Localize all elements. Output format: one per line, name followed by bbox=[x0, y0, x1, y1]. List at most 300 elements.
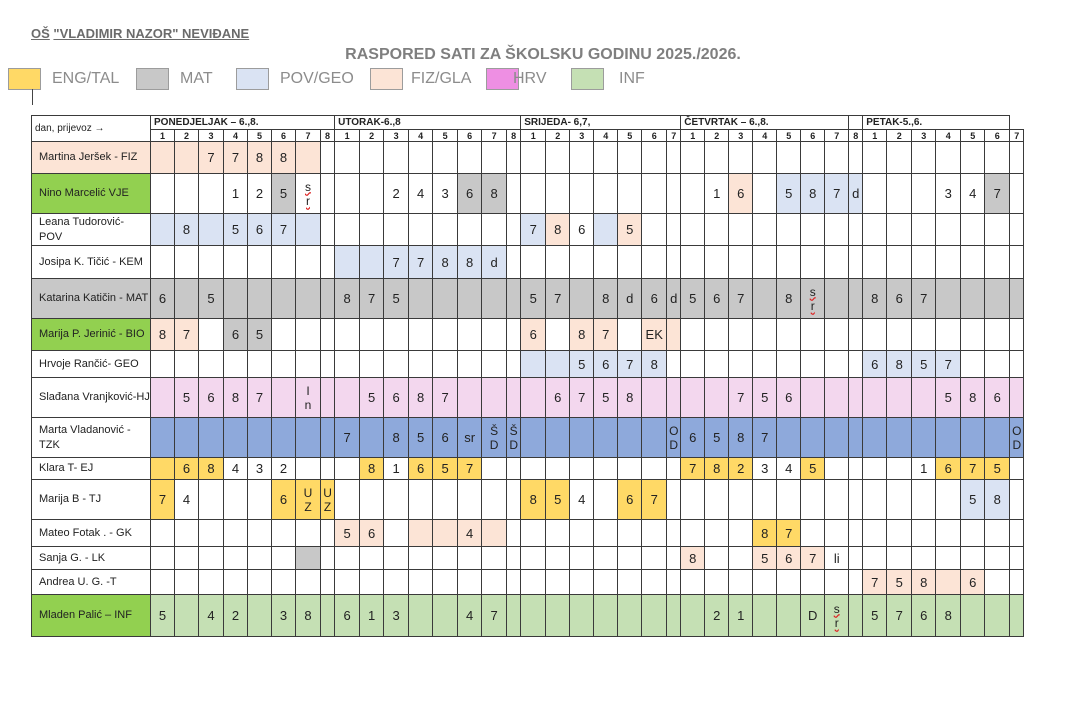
schedule-cell bbox=[199, 458, 224, 480]
schedule-cell bbox=[384, 174, 409, 214]
cell-text: 6 bbox=[392, 390, 400, 405]
cell-text: 1 bbox=[920, 461, 928, 476]
cell-text: 6 bbox=[158, 291, 167, 306]
schedule-cell bbox=[594, 595, 618, 637]
schedule-cell bbox=[887, 418, 912, 458]
schedule-cell bbox=[912, 319, 936, 351]
schedule-cell bbox=[849, 319, 863, 351]
period-number: 3 bbox=[729, 130, 753, 142]
schedule-cell bbox=[570, 595, 594, 637]
schedule-cell bbox=[409, 418, 433, 458]
cell-text: 1 bbox=[392, 461, 400, 476]
teacher-name: Marija P. Jerinić - BIO bbox=[32, 319, 151, 351]
schedule-cell bbox=[753, 520, 777, 547]
schedule-cell bbox=[482, 458, 507, 480]
schedule-cell bbox=[753, 378, 777, 418]
schedule-cell bbox=[753, 279, 777, 319]
schedule-cell bbox=[151, 520, 175, 547]
schedule-cell bbox=[248, 595, 272, 637]
cell-text: 5 bbox=[969, 492, 977, 507]
schedule-cell bbox=[546, 351, 570, 378]
schedule-cell bbox=[321, 351, 335, 378]
schedule-cell bbox=[433, 319, 458, 351]
schedule-cell bbox=[151, 214, 175, 246]
schedule-cell bbox=[482, 279, 507, 319]
schedule-cell bbox=[705, 142, 729, 174]
schedule-cell bbox=[681, 520, 705, 547]
cell-text: 6 bbox=[578, 222, 586, 237]
schedule-cell bbox=[618, 570, 642, 595]
schedule-cell bbox=[224, 547, 248, 570]
schedule-cell bbox=[384, 319, 409, 351]
schedule-cell bbox=[801, 319, 825, 351]
schedule-cell bbox=[224, 418, 248, 458]
schedule-cell bbox=[335, 458, 360, 480]
cell-text: U Z bbox=[323, 485, 332, 514]
schedule-cell bbox=[887, 378, 912, 418]
schedule-cell bbox=[151, 351, 175, 378]
schedule-cell bbox=[777, 319, 801, 351]
teacher-name: Mateo Fotak . - GK bbox=[32, 520, 151, 547]
schedule-cell bbox=[321, 279, 335, 319]
schedule-cell bbox=[482, 378, 507, 418]
schedule-cell bbox=[849, 547, 863, 570]
schedule-cell bbox=[199, 214, 224, 246]
schedule-cell bbox=[801, 279, 825, 319]
period-number: 7 bbox=[482, 130, 507, 142]
schedule-cell bbox=[546, 547, 570, 570]
cell-text: 8 bbox=[602, 291, 610, 306]
schedule-cell bbox=[482, 174, 507, 214]
schedule-cell bbox=[296, 214, 321, 246]
schedule-cell bbox=[863, 595, 887, 637]
cell-text: 8 bbox=[650, 356, 658, 372]
schedule-cell bbox=[985, 246, 1010, 279]
legend-label: FIZ/GLA bbox=[411, 70, 472, 87]
schedule-cell bbox=[570, 214, 594, 246]
teacher-name: Josipa K. Tičić - KEM bbox=[32, 246, 151, 279]
teacher-name: Sanja G. - LK bbox=[32, 547, 151, 570]
period-number: 8 bbox=[507, 130, 521, 142]
schedule-cell bbox=[360, 458, 384, 480]
schedule-cell bbox=[224, 480, 248, 520]
cell-text: 6 bbox=[367, 525, 376, 541]
schedule-cell bbox=[546, 142, 570, 174]
cell-text: 7 bbox=[626, 356, 634, 372]
schedule-cell bbox=[458, 351, 482, 378]
schedule-cell bbox=[296, 458, 321, 480]
schedule-cell bbox=[151, 279, 175, 319]
legend-swatch bbox=[571, 68, 604, 90]
period-number: 3 bbox=[384, 130, 409, 142]
schedule-cell bbox=[296, 547, 321, 570]
schedule-cell bbox=[642, 174, 667, 214]
schedule-cell bbox=[801, 418, 825, 458]
schedule-cell bbox=[912, 246, 936, 279]
schedule-cell bbox=[887, 214, 912, 246]
schedule-cell bbox=[335, 351, 360, 378]
cell-text: 6 bbox=[920, 608, 928, 623]
schedule-cell bbox=[667, 570, 681, 595]
schedule-cell bbox=[705, 246, 729, 279]
schedule-cell bbox=[594, 214, 618, 246]
schedule-cell bbox=[618, 351, 642, 378]
teacher-row bbox=[32, 520, 1024, 547]
schedule-cell bbox=[175, 142, 199, 174]
schedule-cell bbox=[335, 319, 360, 351]
schedule-cell bbox=[887, 351, 912, 378]
schedule-cell bbox=[482, 595, 507, 637]
schedule-cell bbox=[507, 214, 521, 246]
schedule-cell bbox=[667, 246, 681, 279]
cell-text: 3 bbox=[392, 608, 400, 623]
schedule-cell bbox=[321, 480, 335, 520]
cell-text: 8 bbox=[490, 186, 498, 201]
schedule-cell bbox=[151, 319, 175, 351]
schedule-cell bbox=[507, 458, 521, 480]
schedule-cell bbox=[936, 547, 961, 570]
schedule-cell bbox=[360, 214, 384, 246]
schedule-cell bbox=[777, 480, 801, 520]
schedule-cell bbox=[409, 458, 433, 480]
schedule-cell bbox=[296, 351, 321, 378]
cell-text: 1 bbox=[737, 608, 745, 623]
schedule-cell bbox=[546, 480, 570, 520]
cell-text: 7 bbox=[465, 461, 474, 476]
schedule-cell bbox=[1010, 458, 1024, 480]
period-number: 7 bbox=[296, 130, 321, 142]
schedule-cell bbox=[175, 480, 199, 520]
cell-text: 5 bbox=[554, 492, 562, 507]
legend-swatch bbox=[236, 68, 269, 90]
period-number: 6 bbox=[458, 130, 482, 142]
schedule-cell bbox=[433, 570, 458, 595]
schedule-cell bbox=[384, 458, 409, 480]
schedule-cell bbox=[546, 279, 570, 319]
schedule-cell bbox=[985, 378, 1010, 418]
cell-text: 8 bbox=[920, 574, 928, 590]
cell-text: 6 bbox=[689, 430, 697, 445]
schedule-cell bbox=[248, 246, 272, 279]
schedule-cell bbox=[175, 319, 199, 351]
teacher-row bbox=[32, 279, 1024, 319]
schedule-cell bbox=[801, 570, 825, 595]
schedule-cell bbox=[482, 570, 507, 595]
schedule-cell bbox=[849, 378, 863, 418]
schedule-cell bbox=[1010, 520, 1024, 547]
cell-text: 8 bbox=[231, 390, 240, 405]
schedule-cell bbox=[151, 480, 175, 520]
schedule-cell bbox=[248, 547, 272, 570]
schedule-cell bbox=[801, 214, 825, 246]
schedule-cell bbox=[546, 458, 570, 480]
schedule-cell bbox=[570, 378, 594, 418]
schedule-cell bbox=[729, 570, 753, 595]
schedule-cell bbox=[458, 520, 482, 547]
period-number: 1 bbox=[151, 130, 175, 142]
schedule-cell bbox=[863, 142, 887, 174]
schedule-cell bbox=[912, 520, 936, 547]
cell-text: 6 bbox=[650, 291, 658, 306]
schedule-cell bbox=[507, 418, 521, 458]
schedule-cell bbox=[863, 547, 887, 570]
schedule-cell bbox=[521, 174, 546, 214]
schedule-cell bbox=[825, 547, 849, 570]
teacher-row bbox=[32, 595, 1024, 637]
cell-text: 7 bbox=[871, 574, 879, 590]
cell-text: 6 bbox=[969, 574, 977, 590]
cell-text: li bbox=[833, 550, 840, 566]
schedule-cell bbox=[681, 547, 705, 570]
schedule-cell bbox=[199, 319, 224, 351]
period-number: 4 bbox=[753, 130, 777, 142]
cell-text: 5 bbox=[809, 461, 817, 476]
text-cursor bbox=[32, 89, 33, 105]
schedule-cell bbox=[482, 418, 507, 458]
schedule-cell bbox=[321, 378, 335, 418]
schedule-cell bbox=[321, 458, 335, 480]
cell-text: 4 bbox=[465, 525, 474, 541]
schedule-cell bbox=[887, 480, 912, 520]
schedule-cell bbox=[705, 351, 729, 378]
cell-text: 6 bbox=[554, 390, 562, 405]
schedule-cell bbox=[272, 480, 296, 520]
schedule-cell bbox=[705, 174, 729, 214]
schedule-cell bbox=[296, 520, 321, 547]
schedule-cell bbox=[321, 570, 335, 595]
schedule-cell bbox=[482, 480, 507, 520]
cell-text: 4 bbox=[465, 608, 474, 623]
schedule-cell bbox=[458, 458, 482, 480]
cell-text: 7 bbox=[602, 327, 610, 342]
schedule-cell bbox=[570, 174, 594, 214]
schedule-cell bbox=[594, 246, 618, 279]
cell-text: 5 bbox=[367, 390, 376, 405]
schedule-cell bbox=[335, 142, 360, 174]
schedule-cell bbox=[594, 378, 618, 418]
cell-text: 7 bbox=[182, 327, 191, 342]
schedule-cell bbox=[175, 595, 199, 637]
cell-text: 5 bbox=[578, 356, 586, 372]
schedule-cell bbox=[825, 458, 849, 480]
schedule-cell bbox=[175, 458, 199, 480]
schedule-cell bbox=[335, 214, 360, 246]
schedule-cell bbox=[801, 520, 825, 547]
schedule-cell bbox=[936, 570, 961, 595]
schedule-cell bbox=[825, 246, 849, 279]
schedule-cell bbox=[849, 520, 863, 547]
teacher-row bbox=[32, 319, 1024, 351]
school-prefix: OŠ bbox=[31, 26, 50, 41]
schedule-cell bbox=[642, 319, 667, 351]
schedule-cell bbox=[618, 142, 642, 174]
schedule-cell bbox=[458, 279, 482, 319]
schedule-cell bbox=[667, 174, 681, 214]
schedule-cell bbox=[546, 570, 570, 595]
schedule-cell bbox=[642, 214, 667, 246]
schedule-cell bbox=[729, 520, 753, 547]
schedule-cell bbox=[360, 174, 384, 214]
schedule-cell bbox=[199, 570, 224, 595]
schedule-cell bbox=[546, 418, 570, 458]
schedule-cell bbox=[1010, 570, 1024, 595]
day-header-row bbox=[32, 116, 1024, 130]
cell-text: 4 bbox=[578, 492, 586, 507]
cell-text: U Z bbox=[303, 485, 313, 514]
teacher-row bbox=[32, 547, 1024, 570]
legend-swatch bbox=[370, 68, 403, 90]
schedule-cell bbox=[849, 480, 863, 520]
schedule-cell bbox=[801, 174, 825, 214]
day-header: PONEDJELJAK – 6.,8. bbox=[151, 116, 335, 130]
schedule-cell bbox=[521, 378, 546, 418]
schedule-cell bbox=[801, 480, 825, 520]
teacher-name: Katarina Katičin - MAT bbox=[32, 279, 151, 319]
schedule-cell bbox=[360, 520, 384, 547]
period-number: 6 bbox=[642, 130, 667, 142]
day-header: UTORAK-6.,8 bbox=[335, 116, 521, 130]
period-number: 1 bbox=[335, 130, 360, 142]
schedule-cell bbox=[825, 520, 849, 547]
schedule-cell bbox=[777, 595, 801, 637]
cell-text: 8 bbox=[689, 550, 697, 566]
period-number: 2 bbox=[360, 130, 384, 142]
day-header: ČETVRTAK – 6.,8. bbox=[681, 116, 849, 130]
schedule-cell bbox=[912, 418, 936, 458]
schedule-cell bbox=[384, 480, 409, 520]
schedule-cell bbox=[360, 279, 384, 319]
schedule-cell bbox=[272, 142, 296, 174]
schedule-cell bbox=[594, 142, 618, 174]
teacher-name: Marija B - TJ bbox=[32, 480, 151, 520]
cell-text: 7 bbox=[158, 492, 167, 507]
schedule-cell bbox=[272, 351, 296, 378]
schedule-cell bbox=[248, 480, 272, 520]
schedule-cell bbox=[729, 458, 753, 480]
schedule-cell bbox=[618, 214, 642, 246]
schedule-cell bbox=[482, 351, 507, 378]
schedule-cell bbox=[248, 174, 272, 214]
schedule-cell bbox=[961, 520, 985, 547]
schedule-cell bbox=[433, 279, 458, 319]
schedule-cell bbox=[360, 570, 384, 595]
cell-text: 5 bbox=[761, 550, 769, 566]
schedule-cell bbox=[985, 351, 1010, 378]
period-number: 5 bbox=[433, 130, 458, 142]
schedule-cell bbox=[360, 319, 384, 351]
schedule-cell bbox=[409, 570, 433, 595]
cell-text: 6 bbox=[785, 550, 793, 566]
teacher-row bbox=[32, 142, 1024, 174]
schedule-cell bbox=[825, 142, 849, 174]
schedule-cell bbox=[849, 418, 863, 458]
cell-text: 6 bbox=[182, 461, 191, 476]
schedule-cell bbox=[458, 214, 482, 246]
teacher-row bbox=[32, 214, 1024, 246]
schedule-cell bbox=[321, 418, 335, 458]
schedule-cell bbox=[753, 480, 777, 520]
schedule-cell bbox=[409, 595, 433, 637]
schedule-cell bbox=[360, 351, 384, 378]
schedule-cell bbox=[1010, 351, 1024, 378]
schedule-cell bbox=[384, 214, 409, 246]
cell-text: 7 bbox=[969, 461, 977, 476]
schedule-cell bbox=[409, 279, 433, 319]
cell-text: Š D bbox=[509, 423, 518, 452]
schedule-cell bbox=[618, 319, 642, 351]
schedule-cell bbox=[863, 418, 887, 458]
period-number: 3 bbox=[199, 130, 224, 142]
schedule-cell bbox=[521, 520, 546, 547]
cell-text: Š D bbox=[489, 423, 499, 452]
schedule-cell bbox=[825, 174, 849, 214]
teacher-name: Mladen Palić – INF bbox=[32, 595, 151, 637]
schedule-cell bbox=[863, 319, 887, 351]
schedule-cell bbox=[705, 570, 729, 595]
schedule-cell bbox=[705, 480, 729, 520]
schedule-cell bbox=[1010, 378, 1024, 418]
cell-text: 8 bbox=[158, 327, 167, 342]
schedule-cell bbox=[863, 520, 887, 547]
schedule-cell bbox=[849, 458, 863, 480]
period-number: 1 bbox=[863, 130, 887, 142]
schedule-cell bbox=[681, 378, 705, 418]
schedule-cell bbox=[863, 570, 887, 595]
cell-text: 4 bbox=[785, 461, 793, 476]
schedule-cell bbox=[570, 418, 594, 458]
schedule-cell bbox=[985, 174, 1010, 214]
schedule-cell bbox=[936, 480, 961, 520]
schedule-cell bbox=[296, 279, 321, 319]
schedule-cell bbox=[433, 547, 458, 570]
schedule-cell bbox=[151, 595, 175, 637]
schedule-cell bbox=[667, 378, 681, 418]
cell-text: s r bbox=[305, 179, 311, 208]
schedule-cell bbox=[272, 520, 296, 547]
cell-text: 8 bbox=[713, 461, 721, 476]
schedule-cell bbox=[384, 547, 409, 570]
cell-text: 3 bbox=[441, 186, 449, 201]
schedule-cell bbox=[409, 547, 433, 570]
schedule-cell bbox=[961, 458, 985, 480]
schedule-cell bbox=[705, 418, 729, 458]
schedule-cell bbox=[458, 319, 482, 351]
cell-text: 5 bbox=[993, 461, 1001, 476]
schedule-cell bbox=[507, 142, 521, 174]
schedule-cell bbox=[1010, 246, 1024, 279]
schedule-cell bbox=[482, 520, 507, 547]
schedule-cell bbox=[151, 547, 175, 570]
schedule-cell bbox=[433, 351, 458, 378]
schedule-cell bbox=[409, 214, 433, 246]
schedule-cell bbox=[360, 595, 384, 637]
schedule-cell bbox=[433, 520, 458, 547]
teacher-name: Nino Marcelić VJE bbox=[32, 174, 151, 214]
cell-text: 2 bbox=[392, 186, 400, 201]
schedule-cell bbox=[618, 378, 642, 418]
schedule-cell bbox=[777, 378, 801, 418]
schedule-cell bbox=[272, 595, 296, 637]
schedule-cell bbox=[777, 418, 801, 458]
schedule-cell bbox=[224, 174, 248, 214]
schedule-cell bbox=[1010, 595, 1024, 637]
schedule-cell bbox=[825, 214, 849, 246]
cell-text: 7 bbox=[255, 390, 264, 405]
schedule-cell bbox=[777, 547, 801, 570]
schedule-cell bbox=[825, 351, 849, 378]
schedule-cell bbox=[594, 570, 618, 595]
schedule-cell bbox=[272, 458, 296, 480]
